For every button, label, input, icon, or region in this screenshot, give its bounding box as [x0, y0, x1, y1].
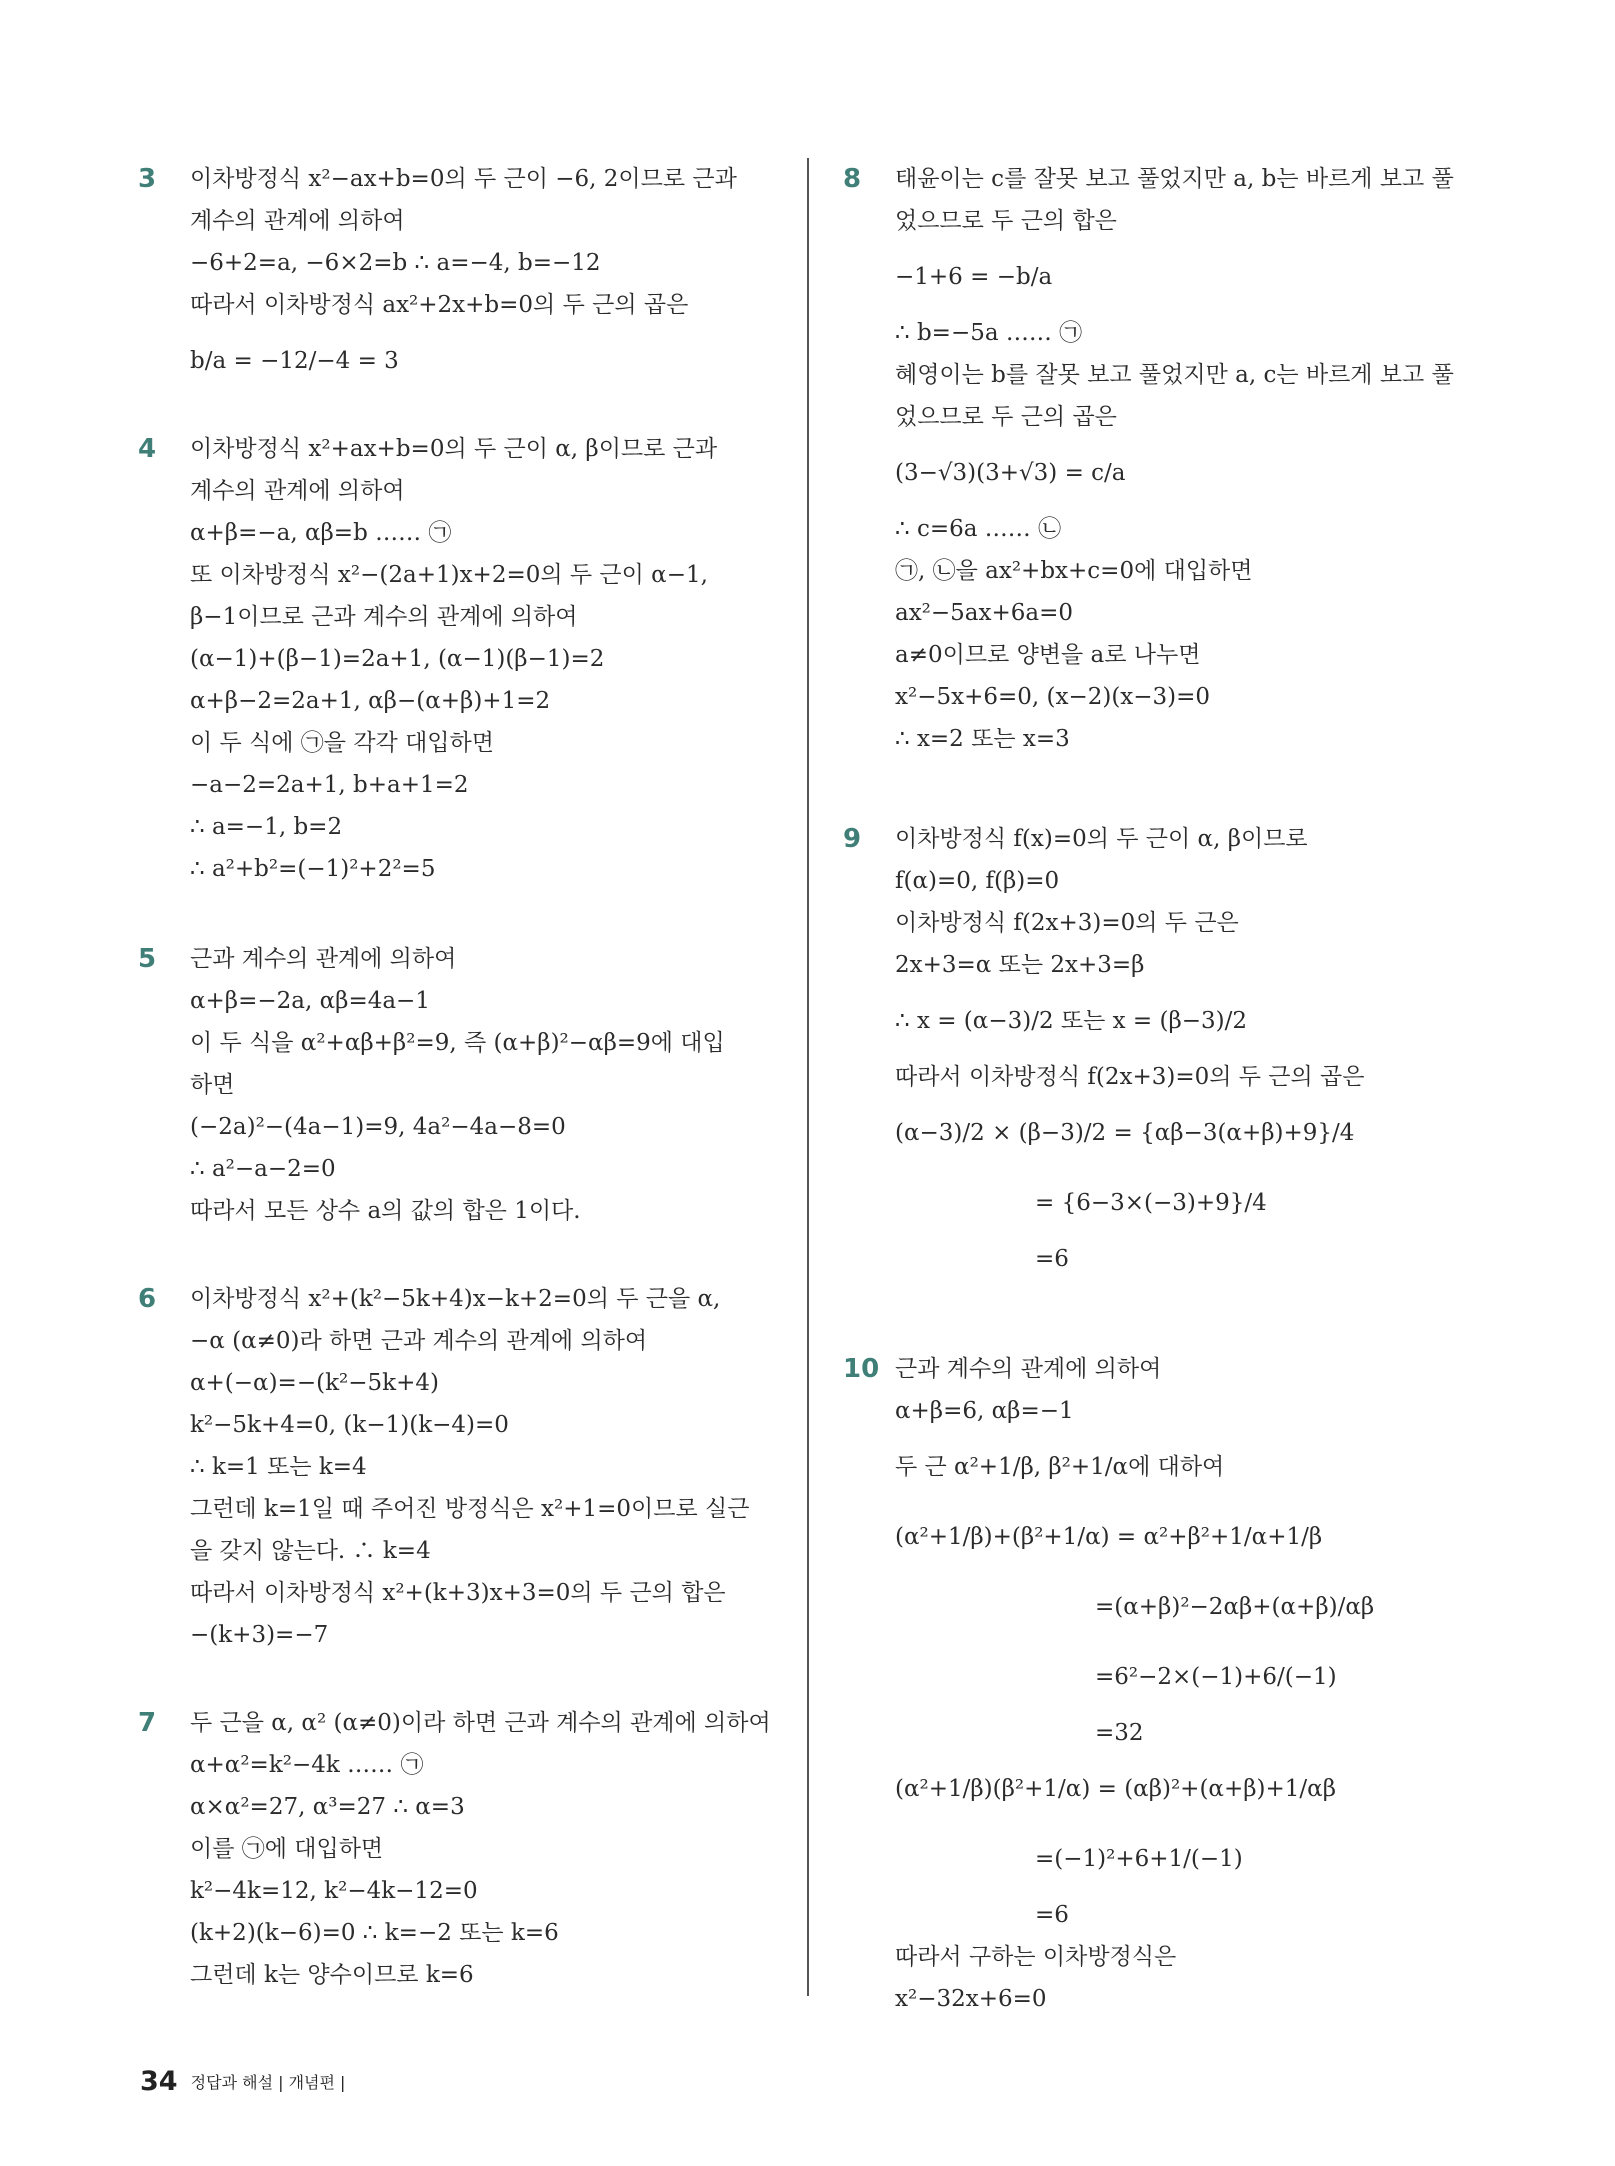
solution-line: α+α²=k²−4k …… ㉠	[190, 1752, 424, 1778]
solution-line: (α²+1/β)+(β²+1/α) = α²+β²+1/α+1/β	[895, 1524, 1323, 1550]
solution-body	[190, 428, 780, 890]
solution-line: −(k+3)=−7	[190, 1622, 329, 1648]
solution-line: a≠0이므로 양변을 a로 나누면	[895, 642, 1201, 668]
solution-line: α+β−2=2a+1, αβ−(α+β)+1=2	[190, 688, 551, 714]
solution-line: 두 근 α²+1/β, β²+1/α에 대하여	[895, 1454, 1225, 1480]
solution-line: −1+6 = −b/a	[895, 264, 1053, 290]
problem-number: 3	[138, 164, 157, 194]
solution-line: 그런데 k=1일 때 주어진 방정식은 x²+1=0이므로 실근	[190, 1496, 750, 1522]
solution-line: =6	[1035, 1246, 1069, 1272]
solution-line: 따라서 구하는 이차방정식은	[895, 1944, 1177, 1970]
solution-body	[190, 938, 780, 1232]
solution-line: α+β=6, αβ=−1	[895, 1398, 1074, 1424]
solution-line: (α−3)/2 × (β−3)/2 = {αβ−3(α+β)+9}/4	[895, 1120, 1355, 1146]
solution-line: k²−4k=12, k²−4k−12=0	[190, 1878, 478, 1904]
solution-line: 이차방정식 x²+ax+b=0의 두 근이 α, β이므로 근과	[190, 436, 718, 462]
solution-line: 두 근을 α, α² (α≠0)이라 하면 근과 계수의 관계에 의하여	[190, 1710, 771, 1736]
solution-line: (−2a)²−(4a−1)=9, 4a²−4a−8=0	[190, 1114, 566, 1140]
solution-body	[190, 158, 780, 396]
solution-line: ∴ x=2 또는 x=3	[895, 726, 1070, 752]
solution-line: x²−32x+6=0	[895, 1986, 1047, 2012]
solution-line: =(−1)²+6+1/(−1)	[1035, 1846, 1243, 1872]
solution-line: 었으므로 두 근의 합은	[895, 208, 1117, 234]
solution-line: (3−√3)(3+√3) = c/a	[895, 460, 1126, 486]
solution-line: α+β=−2a, αβ=4a−1	[190, 988, 430, 1014]
solution-line: 따라서 이차방정식 x²+(k+3)x+3=0의 두 근의 합은	[190, 1580, 726, 1606]
solution-line: ㉠, ㉡을 ax²+bx+c=0에 대입하면	[895, 558, 1253, 584]
solution-line: 이차방정식 f(x)=0의 두 근이 α, β이므로	[895, 826, 1308, 852]
solution-line: α+β=−a, αβ=b …… ㉠	[190, 520, 452, 546]
solution-line: ∴ x = (α−3)/2 또는 x = (β−3)/2	[895, 1008, 1248, 1034]
solution-line: α+(−α)=−(k²−5k+4)	[190, 1370, 439, 1396]
solution-line: ∴ b=−5a …… ㉠	[895, 320, 1083, 346]
solution-line: 근과 계수의 관계에 의하여	[895, 1356, 1162, 1382]
problem-number: 4	[138, 434, 157, 464]
solution-line: −α (α≠0)라 하면 근과 계수의 관계에 의하여	[190, 1328, 648, 1354]
solution-line: =32	[1095, 1720, 1144, 1746]
problem-number: 6	[138, 1284, 157, 1314]
page-number: 34	[140, 2066, 178, 2097]
solution-line: f(α)=0, f(β)=0	[895, 868, 1060, 894]
solution-line: 따라서 이차방정식 f(2x+3)=0의 두 근의 곱은	[895, 1064, 1365, 1090]
solution-line: 그런데 k는 양수이므로 k=6	[190, 1962, 474, 1988]
solution-line: ∴ a²+b²=(−1)²+2²=5	[190, 856, 436, 882]
problem-number: 7	[138, 1708, 157, 1738]
solution-line: −a−2=2a+1, b+a+1=2	[190, 772, 469, 798]
solution-line: 따라서 모든 상수 a의 값의 합은 1이다.	[190, 1198, 581, 1224]
solution-line: β−1이므로 근과 계수의 관계에 의하여	[190, 604, 578, 630]
solution-line: 태윤이는 c를 잘못 보고 풀었지만 a, b는 바르게 보고 풀	[895, 166, 1454, 192]
problem-number: 5	[138, 944, 157, 974]
solution-line: 이 두 식에 ㉠을 각각 대입하면	[190, 730, 494, 756]
solution-body	[895, 818, 1495, 1280]
solution-line: (α²+1/β)(β²+1/α) = (αβ)²+(α+β)+1/αβ	[895, 1776, 1336, 1802]
solution-line: k²−5k+4=0, (k−1)(k−4)=0	[190, 1412, 509, 1438]
solution-line: b/a = −12/−4 = 3	[190, 348, 399, 374]
solution-line: 혜영이는 b를 잘못 보고 풀었지만 a, c는 바르게 보고 풀	[895, 362, 1454, 388]
solution-line: 이차방정식 x²+(k²−5k+4)x−k+2=0의 두 근을 α,	[190, 1286, 721, 1312]
solution-line: 또 이차방정식 x²−(2a+1)x+2=0의 두 근이 α−1,	[190, 562, 708, 588]
solution-line: 계수의 관계에 의하여	[190, 208, 405, 234]
solution-line: α×α²=27, α³=27 ∴ α=3	[190, 1794, 465, 1820]
solution-line: =(α+β)²−2αβ+(α+β)/αβ	[1095, 1594, 1375, 1620]
solution-line: =6²−2×(−1)+6/(−1)	[1095, 1664, 1337, 1690]
solution-line: x²−5x+6=0, (x−2)(x−3)=0	[895, 684, 1211, 710]
solution-body	[190, 1278, 780, 1656]
solution-line: 계수의 관계에 의하여	[190, 478, 405, 504]
solution-line: 이차방정식 x²−ax+b=0의 두 근이 −6, 2이므로 근과	[190, 166, 737, 192]
solution-body	[895, 158, 1495, 760]
solution-line: 을 갖지 않는다. ∴ k=4	[190, 1538, 431, 1564]
solution-line: 근과 계수의 관계에 의하여	[190, 946, 457, 972]
solution-line: (α−1)+(β−1)=2a+1, (α−1)(β−1)=2	[190, 646, 605, 672]
solution-line: 하면	[190, 1072, 235, 1098]
solution-line: (k+2)(k−6)=0 ∴ k=−2 또는 k=6	[190, 1920, 559, 1946]
problem-number: 8	[843, 164, 862, 194]
solution-body	[895, 1348, 1495, 2020]
solution-line: 었으므로 두 근의 곱은	[895, 404, 1117, 430]
problem-number: 9	[843, 824, 862, 854]
solution-line: 이차방정식 f(2x+3)=0의 두 근은	[895, 910, 1239, 936]
solution-line: 2x+3=α 또는 2x+3=β	[895, 952, 1145, 978]
solution-line: −6+2=a, −6×2=b ∴ a=−4, b=−12	[190, 250, 601, 276]
solution-line: ∴ a²−a−2=0	[190, 1156, 336, 1182]
solution-line: =6	[1035, 1902, 1069, 1928]
solution-line: ∴ a=−1, b=2	[190, 814, 343, 840]
solution-line: 이를 ㉠에 대입하면	[190, 1836, 384, 1862]
page-footer	[140, 2066, 345, 2097]
solution-line: ∴ c=6a …… ㉡	[895, 516, 1062, 542]
footer-title: 정답과 해설 | 개념편 |	[190, 2073, 346, 2092]
solution-line: ax²−5ax+6a=0	[895, 600, 1074, 626]
solution-line: = {6−3×(−3)+9}/4	[1035, 1190, 1267, 1216]
solution-line: 따라서 이차방정식 ax²+2x+b=0의 두 근의 곱은	[190, 292, 689, 318]
solution-line: ∴ k=1 또는 k=4	[190, 1454, 367, 1480]
solution-line: 이 두 식을 α²+αβ+β²=9, 즉 (α+β)²−αβ=9에 대입	[190, 1030, 725, 1056]
column-divider	[807, 158, 809, 1996]
problem-number: 10	[843, 1354, 880, 1384]
solution-body	[190, 1702, 780, 1996]
